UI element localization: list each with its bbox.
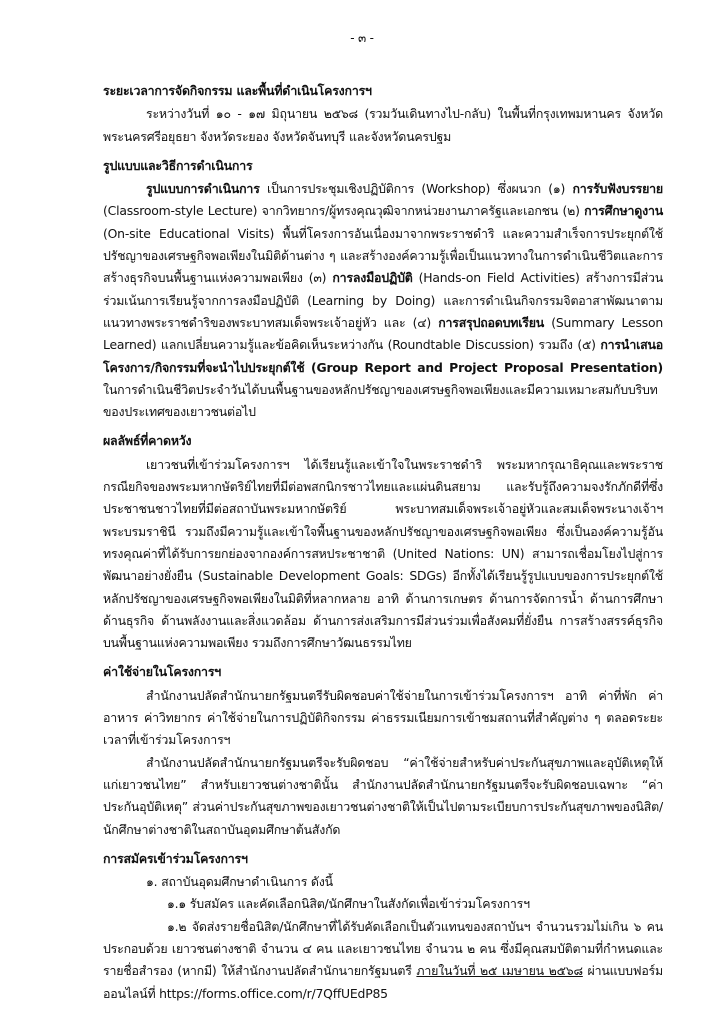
section-heading-schedule: ระยะเวลาการจัดกิจกรรม และพื้นที่ดำเนินโครงการฯ [103,83,372,98]
format-bold-4: การลงมือปฏิบัติ [332,270,413,286]
format-bold-5: การสรุปถอดบทเรียน [438,314,545,330]
section-heading-outcomes: ผลลัพธ์ที่คาดหวัง [103,433,192,449]
application-item-1-2-text: ๑.๒ จัดส่งรายชื่อนิสิต/นักศึกษาที่ได้รับคัดเลือกเป็นตัวแทนของสถาบันฯ จำนวนรวมไม่เกิน ๖ คน ประกอบด้วย เยาวชนต่างชาติ จำนวน ๔ คน และเยาวชนไทย จำนวน ๒ คน ซึ่งมีคุณสมบัติตามที่กำหนดและรายชื่อสำรอง (หากมี) ให้สำนักงานปลัดสำนักนายกรัฐมนตรี [103,918,663,979]
expenses-paragraph-2: สำนักงานปลัดสำนักนายกรัฐมนตรีจะรับผิดชอบ “ค่าใช้จ่ายสำหรับค่าประกันสุขภาพและอุบัติเหตุให้แก่เยาวชนไทย” สำหรับเยาวชนต่างชาตินั้น สำนักงานปลัดสำนักนายกรัฐมนตรีจะรับผิดชอบเฉพาะ “ค่าประกันอุบัติเหตุ” ส่วนค่าประกันสุขภาพของเยาวชนต่างชาติให้เป็นไปตามระเบียบการประกันสุขภาพของนิสิต/นักศึกษาต่างชาติในสถาบันอุดมศึกษาต้นสังกัด [103,754,663,837]
section-heading-expenses: ค่าใช้จ่ายในโครงการฯ [103,664,222,680]
section-heading-format: รูปแบบและวิธีการดำเนินการ [103,157,253,173]
section-heading-application: การสมัครเข้าร่วมโครงการฯ [103,850,248,866]
application-form-link[interactable]: ผ่านแบบฟอร์มออนไลน์ที่ https://forms.office.com/r/7QffUEdP85 [103,963,663,1001]
expenses-paragraph-1: สำนักงานปลัดสำนักนายกรัฐมนตรีรับผิดชอบค่าใช้จ่ายในการเข้าร่วมโครงการฯ อาทิ ค่าที่พัก ค่าอาหาร ค่าวิทยากร ค่าใช้จ่ายในการปฏิบัติกิจกรรม ค่าธรรมเนียมการเข้าชมสถานที่สำคัญต่าง ๆ ตลอดระยะเวลาที่เข้าร่วมโครงการฯ [103,687,663,748]
page-number: - ๓ - [350,31,374,45]
document-body [103,80,663,1005]
format-text-2: (Classroom-style Lecture) จากวิทยากร/ผู้ทรงคุณวุฒิจากหน่วยงานภาครัฐและเอกชน (๒) [103,203,585,219]
application-item-1-1: ๑.๑ รับสมัคร และคัดเลือกนิสิต/นักศึกษาในสังกัดเพื่อเข้าร่วมโครงการฯ [167,896,530,912]
format-text-1: เป็นการประชุมเชิงปฏิบัติการ (Workshop) ซึ่งผนวก (๑) [259,181,573,197]
format-bold-1: รูปแบบการดำเนินการ [146,181,260,197]
format-bold-6: การนำเสนอโครงการ/กิจกรรมที่จะนำไปประยุกต์ใช้ (Group Report and Project Proposal Presentation) [103,337,663,375]
application-deadline: ภายในวันที่ ๒๕ เมษายน ๒๕๖๘ [416,963,583,979]
format-text-5: (Summary Lesson Learned) แลกเปลี่ยนความรู้และข้อคิดเห็นระหว่างกัน (Roundtable Discussion) รวมถึง (๕) [103,314,664,353]
application-item-1-2 [103,916,663,1005]
format-text-6: ในการดำเนินชีวิตประจำวันได้บนพื้นฐานของหลักปรัชญาของเศรษฐกิจพอเพียงและมีความเหมาะสมกับบริบทของประเทศของเยาวชนต่อไป [103,381,658,420]
format-paragraph [103,178,663,423]
format-text-4: (Hands-on Field Activities) สร้างการมีส่วนร่วมเน้นการเรียนรู้จากการลงมือปฏิบัติ (Learning by Doing) และการดำเนินกิจกรรมจิตอาสาพัฒนาตามแนวทางพระราชดำริของพระบาทสมเด็จพระเจ้าอยู่หัว และ (๔) [103,270,663,330]
outcomes-paragraph: เยาวชนที่เข้าร่วมโครงการฯ ได้เรียนรู้และเข้าใจในพระราชดำริ พระมหากรุณาธิคุณและพระราชกรณียกิจของพระมหากษัตริย์ไทยที่มีต่อพสกนิกรชาวไทยและแผ่นดินสยาม และรับรู้ถึงความจงรักภักดีที่ซึ่งประชาชนชาวไทยที่มีต่อสถาบันพระมหากษัตริย์ พระบาทสมเด็จพระเจ้าอยู่หัวและสมเด็จพระนางเจ้าฯ พระบรมราชินี รวมถึงมีความรู้และเข้าใจพื้นฐานของหลักปรัชญาของเศรษฐกิจพอเพียง ซึ่งเป็นองค์ความรู้อันทรงคุณค่าที่ได้รับการยกย่องจากองค์การสหประชาชาติ (United Nations: UN) สามารถเชื่อมโยงไปสู่การพัฒนาอย่างยั่งยืน (Sustainable Development Goals: SDGs) อีกทั้งได้เรียนรู้รูปแบบของการประยุกต์ใช้หลักปรัชญาของเศรษฐกิจพอเพียงในมิติที่หลากหลาย อาทิ ด้านการเกษตร ด้านการจัดการน้ำ ด้านการศึกษา ด้านธุรกิจ ด้านพลังงานและสิ่งแวดล้อม ด้านการส่งเสริมการมีส่วนร่วมเพื่อสังคมที่ยั่งยืน การสร้างสรรค์ธุรกิจบนพื้นฐานแห่งความพอเพียง รวมถึงการศึกษาวัฒนธรรมไทย [103,456,663,651]
application-item-1: ๑. สถาบันอุดมศึกษาดำเนินการ ดังนี้ [146,874,333,890]
format-text-3: (On-site Educational Visits) พื้นที่โครงการอันเนื่องมาจากพระราชดำริ และความสำเร็จการประยุกต์ใช้ปรัชญาของเศรษฐกิจพอเพียงในมิติด้านต่าง ๆ และสร้างองค์ความรู้เพื่อเป็นแนวทางในการดำเนินชีวิตและการสร้างธุรกิจบนพื้นฐานแห่งความพอเพียง (๓) [103,225,663,286]
schedule-paragraph: ระหว่างวันที่ ๑๐ - ๑๗ มิถุนายน ๒๕๖๘ (รวมวันเดินทางไป-กลับ) ในพื้นที่กรุงเทพมหานคร จังหวัดพระนครศรีอยุธยา จังหวัดระยอง จังหวัดจันทบุรี และจังหวัดนครปฐม [103,106,663,144]
format-bold-3: การศึกษาดูงาน [584,203,663,219]
format-bold-2: การรับฟังบรรยาย [572,181,663,197]
